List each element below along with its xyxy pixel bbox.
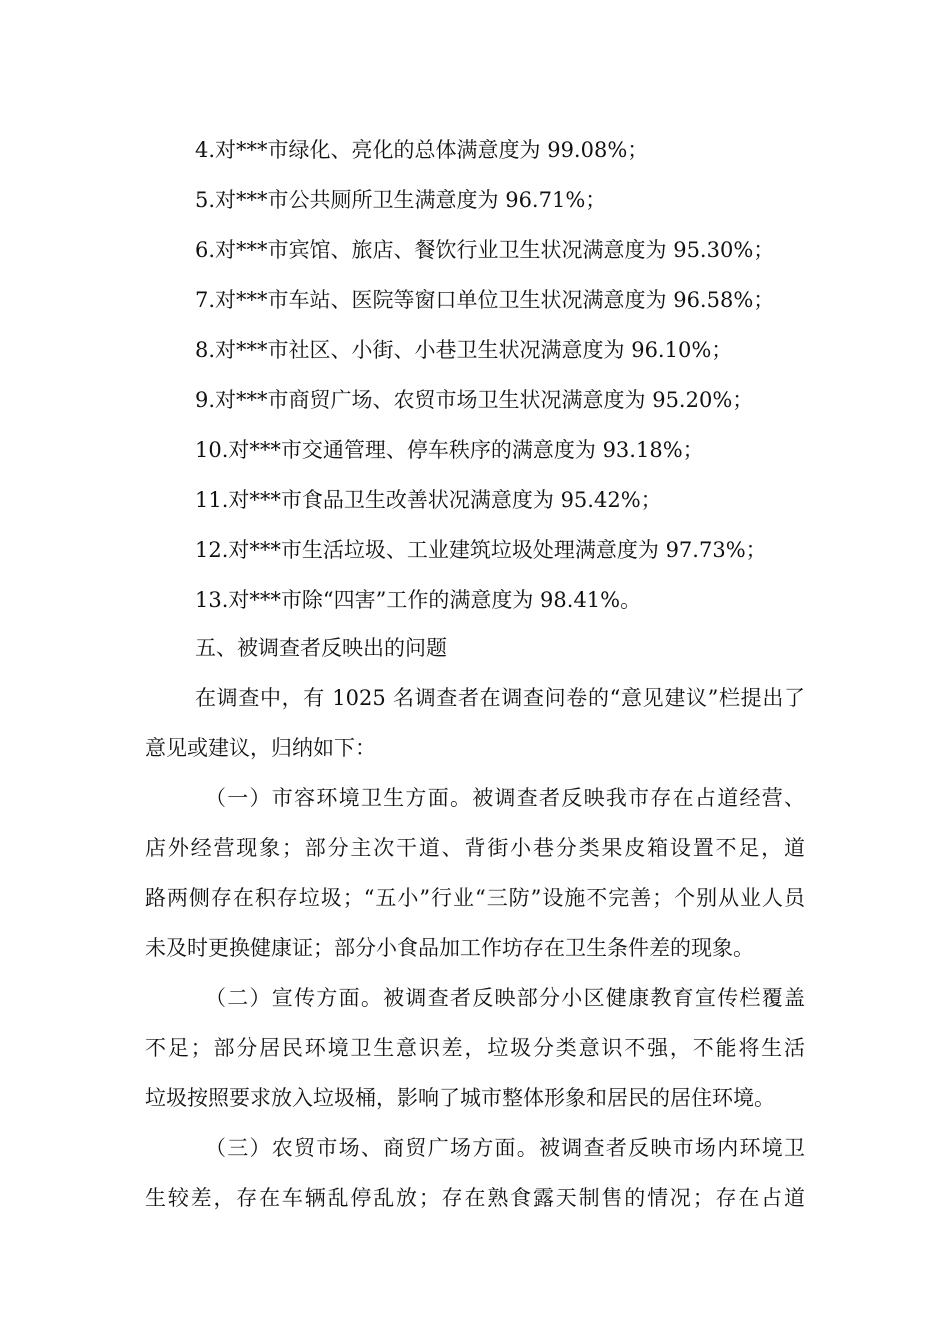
satisfaction-item-10: 10.对***市交通管理、停车秩序的满意度为 93.18%； [195, 438, 704, 462]
satisfaction-item-12: 12.对***市生活垃圾、工业建筑垃圾处理满意度为 97.73%； [195, 538, 767, 562]
satisfaction-item-6: 6.对***市宾馆、旅店、餐饮行业卫生状况满意度为 95.30%； [195, 238, 775, 262]
para2-line-3: 垃圾按照要求放入垃圾桶，影响了城市整体形象和居民的居住环境。 [145, 1086, 775, 1110]
satisfaction-item-11: 11.对***市食品卫生改善状况满意度为 95.42%； [195, 488, 662, 512]
para3-line-1: （三）农贸市场、商贸广场方面。被调查者反映市场内环境卫 [205, 1136, 805, 1160]
section-heading: 五、被调查者反映出的问题 [195, 636, 447, 660]
intro-line-2: 意见或建议，归纳如下： [145, 736, 376, 760]
satisfaction-item-13: 13.对***市除“四害”工作的满意度为 98.41%。 [195, 588, 642, 612]
para1-line-1: （一）市容环境卫生方面。被调查者反映我市存在占道经营、 [205, 786, 805, 810]
para1-line-2: 店外经营现象；部分主次干道、背街小巷分类果皮箱设置不足，道 [145, 836, 805, 860]
para2-line-2: 不足；部分居民环境卫生意识差，垃圾分类意识不强，不能将生活 [145, 1036, 805, 1060]
satisfaction-item-9: 9.对***市商贸广场、农贸市场卫生状况满意度为 95.20%； [195, 388, 754, 412]
satisfaction-item-4: 4.对***市绿化、亮化的总体满意度为 99.08%； [195, 138, 649, 162]
para1-line-3: 路两侧存在积存垃圾；“五小”行业“三防”设施不完善；个别从业人员 [145, 886, 805, 910]
intro-line-1: 在调查中，有 1025 名调查者在调查问卷的“意见建议”栏提出了 [195, 686, 805, 710]
satisfaction-item-7: 7.对***市车站、医院等窗口单位卫生状况满意度为 96.58%； [195, 288, 775, 312]
para2-line-1: （二）宣传方面。被调查者反映部分小区健康教育宣传栏覆盖 [205, 986, 805, 1010]
satisfaction-item-8: 8.对***市社区、小街、小巷卫生状况满意度为 96.10%； [195, 338, 733, 362]
para1-line-4: 未及时更换健康证；部分小食品加工作坊存在卫生条件差的现象。 [145, 936, 754, 960]
para3-line-2: 生较差，存在车辆乱停乱放；存在熟食露天制售的情况；存在占道 [145, 1186, 805, 1210]
satisfaction-item-5: 5.对***市公共厕所卫生满意度为 96.71%； [195, 188, 607, 212]
